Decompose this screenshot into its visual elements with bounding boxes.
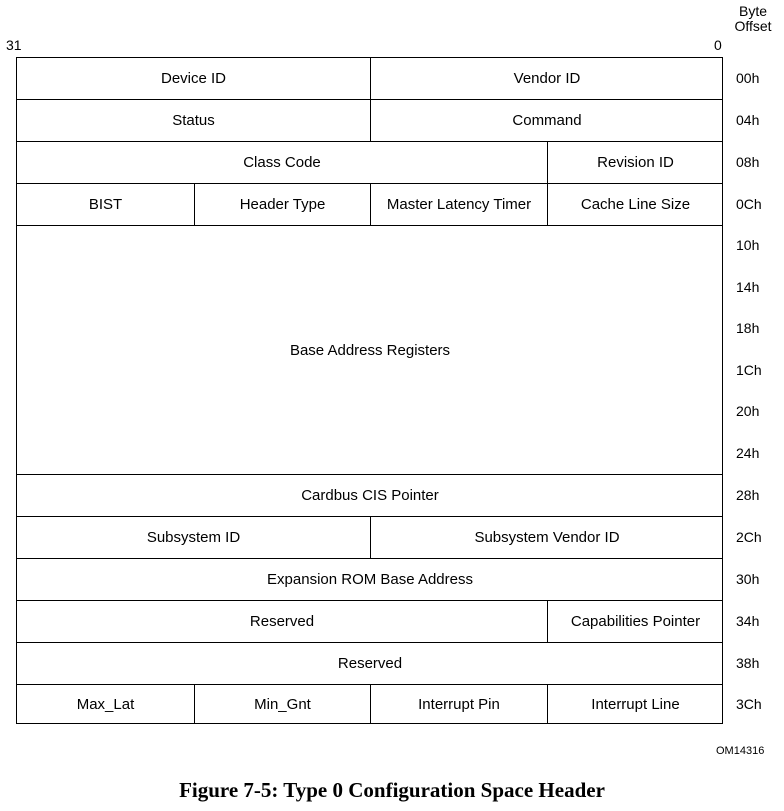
byte-offset: 28h <box>736 487 760 503</box>
byte-offset: 04h <box>736 112 760 128</box>
byte-offset: 10h <box>736 237 760 253</box>
bit-31-label: 31 <box>6 37 22 53</box>
byte-offset-header-line1: Byte <box>738 3 767 19</box>
byte-offset: 08h <box>736 154 760 170</box>
register-table <box>16 57 723 724</box>
byte-offset: 38h <box>736 655 760 671</box>
register-field: Header Type <box>194 184 370 225</box>
register-row-0ch <box>17 184 722 226</box>
register-row-28h <box>17 475 722 517</box>
register-row-base-address <box>17 226 722 475</box>
register-row-04h <box>17 100 722 142</box>
register-field: Expansion ROM Base Address <box>267 571 473 588</box>
byte-offset-header-line2: Offset <box>734 18 772 34</box>
register-row-2ch <box>17 517 722 559</box>
register-field: Revision ID <box>547 142 723 183</box>
register-field: Interrupt Line <box>547 685 723 723</box>
register-row-30h <box>17 559 722 601</box>
byte-offset: 24h <box>736 445 760 461</box>
register-row-00h <box>17 58 722 100</box>
byte-offset: 34h <box>736 613 760 629</box>
register-row-08h <box>17 142 722 184</box>
byte-offset: 3Ch <box>736 696 762 712</box>
register-field: Reserved <box>249 613 315 630</box>
register-field: Vendor ID <box>370 58 723 99</box>
figure-caption: Figure 7-5: Type 0 Configuration Space Header <box>179 778 605 802</box>
register-field: Base Address Registers <box>289 341 451 359</box>
register-field: Class Code <box>243 154 321 171</box>
byte-offset: 00h <box>736 70 760 86</box>
byte-offset-header <box>727 4 779 34</box>
register-field: Reserved <box>337 655 403 672</box>
register-field: Cache Line Size <box>547 184 723 225</box>
register-field: Capabilities Pointer <box>547 601 723 642</box>
diagram-code: OM14316 <box>716 745 765 757</box>
register-field: Master Latency Timer <box>370 184 547 225</box>
register-row-3ch <box>17 685 722 723</box>
byte-offset: 14h <box>736 279 760 295</box>
byte-offset: 30h <box>736 571 760 587</box>
byte-offset: 20h <box>736 403 760 419</box>
register-field: Cardbus CIS Pointer <box>301 487 439 504</box>
register-row-34h <box>17 601 722 643</box>
byte-offset: 0Ch <box>736 196 762 212</box>
register-field: Command <box>370 100 723 141</box>
byte-offset: 1Ch <box>736 362 762 378</box>
register-field: Subsystem ID <box>146 529 241 546</box>
byte-offset: 18h <box>736 320 760 336</box>
bit-0-label: 0 <box>714 37 722 53</box>
register-field: Max_Lat <box>76 695 135 713</box>
register-field: Min_Gnt <box>194 685 370 723</box>
byte-offset: 2Ch <box>736 529 762 545</box>
register-field: Device ID <box>160 70 227 87</box>
register-field: Subsystem Vendor ID <box>370 517 723 558</box>
register-field: Status <box>172 112 215 129</box>
register-field: Interrupt Pin <box>370 685 547 723</box>
register-row-38h <box>17 643 722 685</box>
register-field: BIST <box>88 196 123 213</box>
